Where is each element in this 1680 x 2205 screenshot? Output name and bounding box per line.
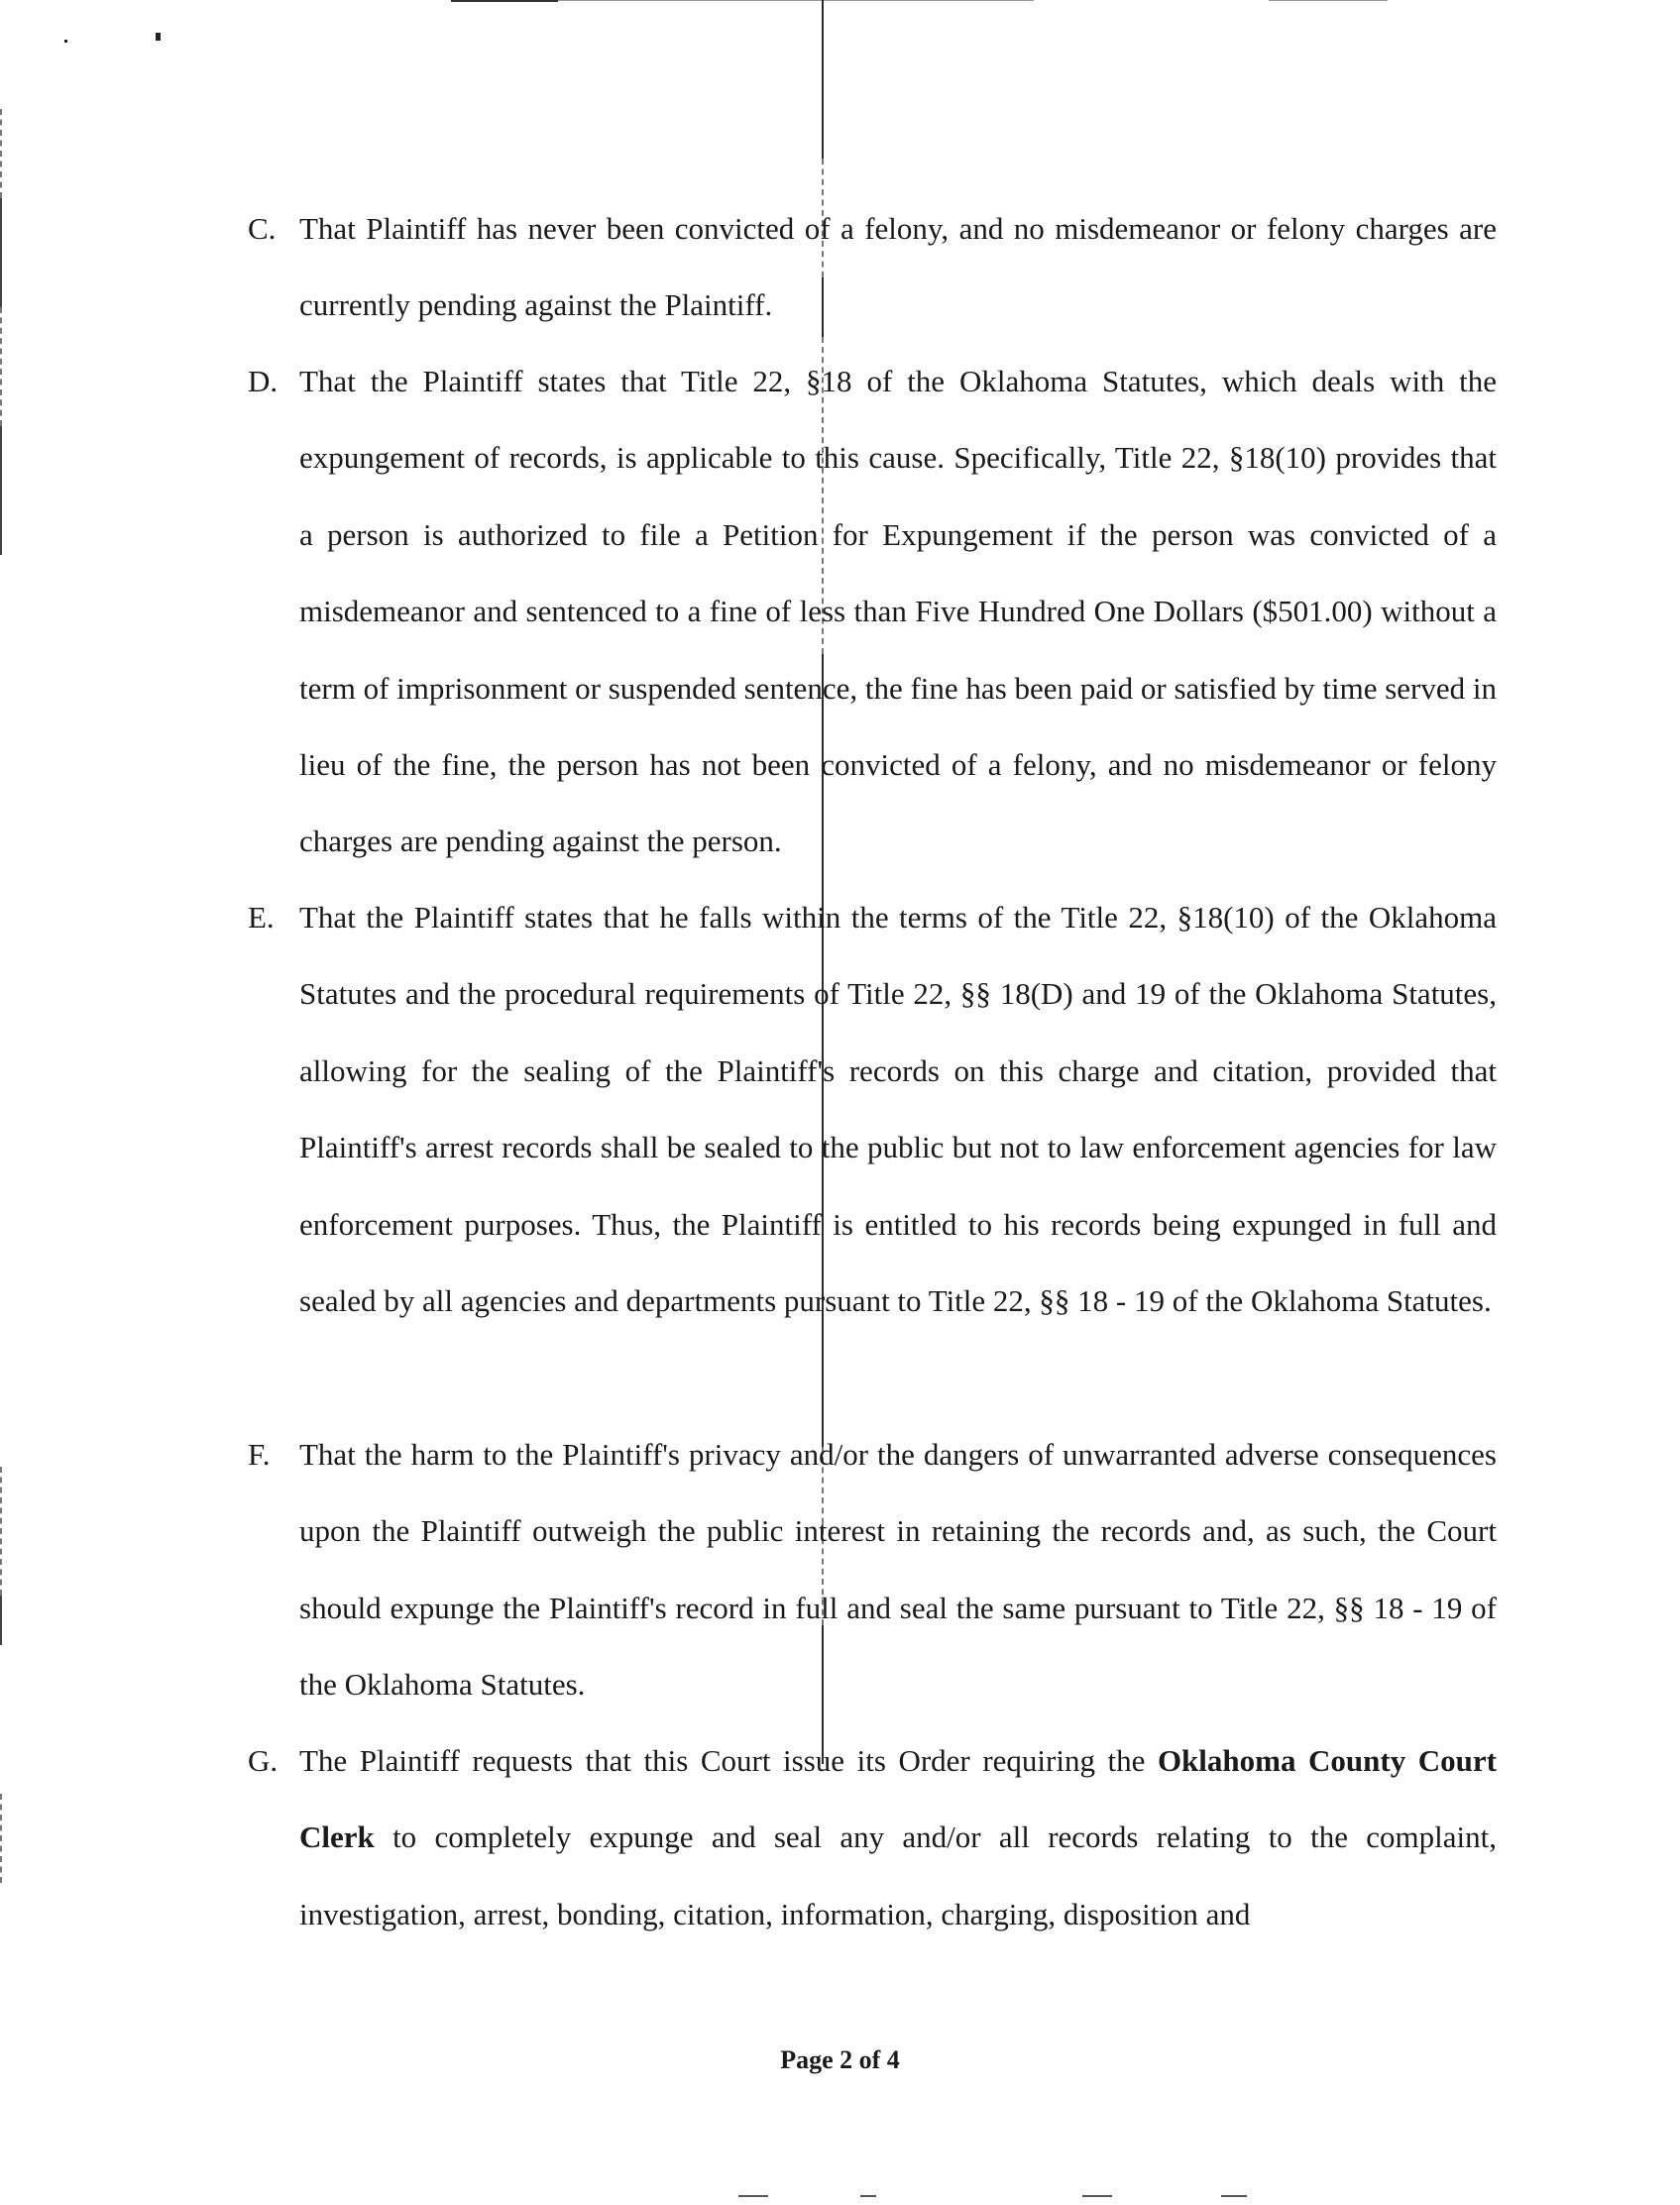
scan-bottom-mark [860,2195,876,2197]
scan-top-rule [451,0,558,2]
paragraph-f [248,1416,1497,1723]
scan-left-edge [0,307,2,426]
scan-left-edge [0,1596,2,1645]
page-number: Page 2 of 4 [780,2045,900,2074]
paragraph-text-lead: The Plaintiff requests that this Court issue its Order requiring the [299,1743,1158,1778]
scan-left-edge [0,198,2,307]
scan-bottom-mark [1082,2195,1112,2197]
scan-fold-line [822,0,824,159]
scan-speck [156,33,161,41]
scan-left-edge [0,1467,2,1596]
paragraph-c [248,190,1497,344]
paragraph-text: That the Plaintiff states that he falls within the terms of the Title 22, §18(10) of the Oklahoma Statutes and the procedural requirements of Title 22, §§ 18(D) and 19 of the Oklahoma Statutes, allowing for the sealing of the Plaintiff's records on this charge and citation, provided that Plaintiff's arrest records shall be sealed to the public but not to law enforcement agencies for law enforcement purposes. Thus, the Plaintiff is entitled to his records being expunged in full and sealed by all agencies and departments pursuant to Title 22, §§ 18 - 19 of the Oklahoma Statutes. [299,900,1497,1319]
paragraph-letter: F. [248,1437,271,1472]
scan-top-rule-right [1269,0,1388,1]
paragraph-letter: G. [248,1743,279,1778]
paragraph-e [248,879,1497,1339]
scan-left-edge [0,1794,2,1883]
paragraph-g [248,1722,1497,1952]
scan-top-rule-faint [558,0,1034,1]
paragraph-d [248,343,1497,880]
paragraph-text: That the Plaintiff states that Title 22, §18 of the Oklahoma Statutes, which deals with the expungement of records, is applicable to this cause. Specifically, Title 22, §18(10) provides that a person is authorized to file a Petition for Expungement if the person was convicted of a misdemeanor and sentenced to a fine of less than Five Hundred One Dollars ($501.00) without a term of imprisonment or suspended sentence, the fine has been paid or satisfied by time served in lieu of the fine, the person has not been convicted of a felony, and no misdemeanor or felony charges are pending against the person. [299,364,1497,859]
paragraph-text: That the harm to the Plaintiff's privacy and/or the dangers of unwarranted adverse consequences upon the Plaintiff outweigh the public interest in retaining the records and, as such, the Court should expunge the Plaintiff's record in full and seal the same pursuant to Title 22, §§ 18 - 19 of the Oklahoma Statutes. [299,1437,1497,1703]
paragraph-text: That Plaintiff has never been convicted of a felony, and no misdemeanor or felony charges are currently pending against the Plaintiff. [299,211,1497,323]
paragraph-letter: C. [248,211,277,246]
paragraph-text-tail: to completely expunge and seal any and/or all records relating to the complaint, investigation, arrest, bonding, citation, information, charging, disposition and [299,1819,1497,1931]
paragraph-letter: E. [248,900,275,935]
scan-bottom-mark [1221,2195,1247,2197]
scan-left-edge [0,426,2,555]
scan-bottom-mark [738,2195,768,2197]
paragraph-letter: D. [248,364,279,398]
court-clerk-name: Oklahoma County Court Clerk [299,1743,1497,1855]
paragraph-text [299,1722,1497,1952]
scan-speck [64,40,67,43]
scan-left-edge [0,109,2,198]
